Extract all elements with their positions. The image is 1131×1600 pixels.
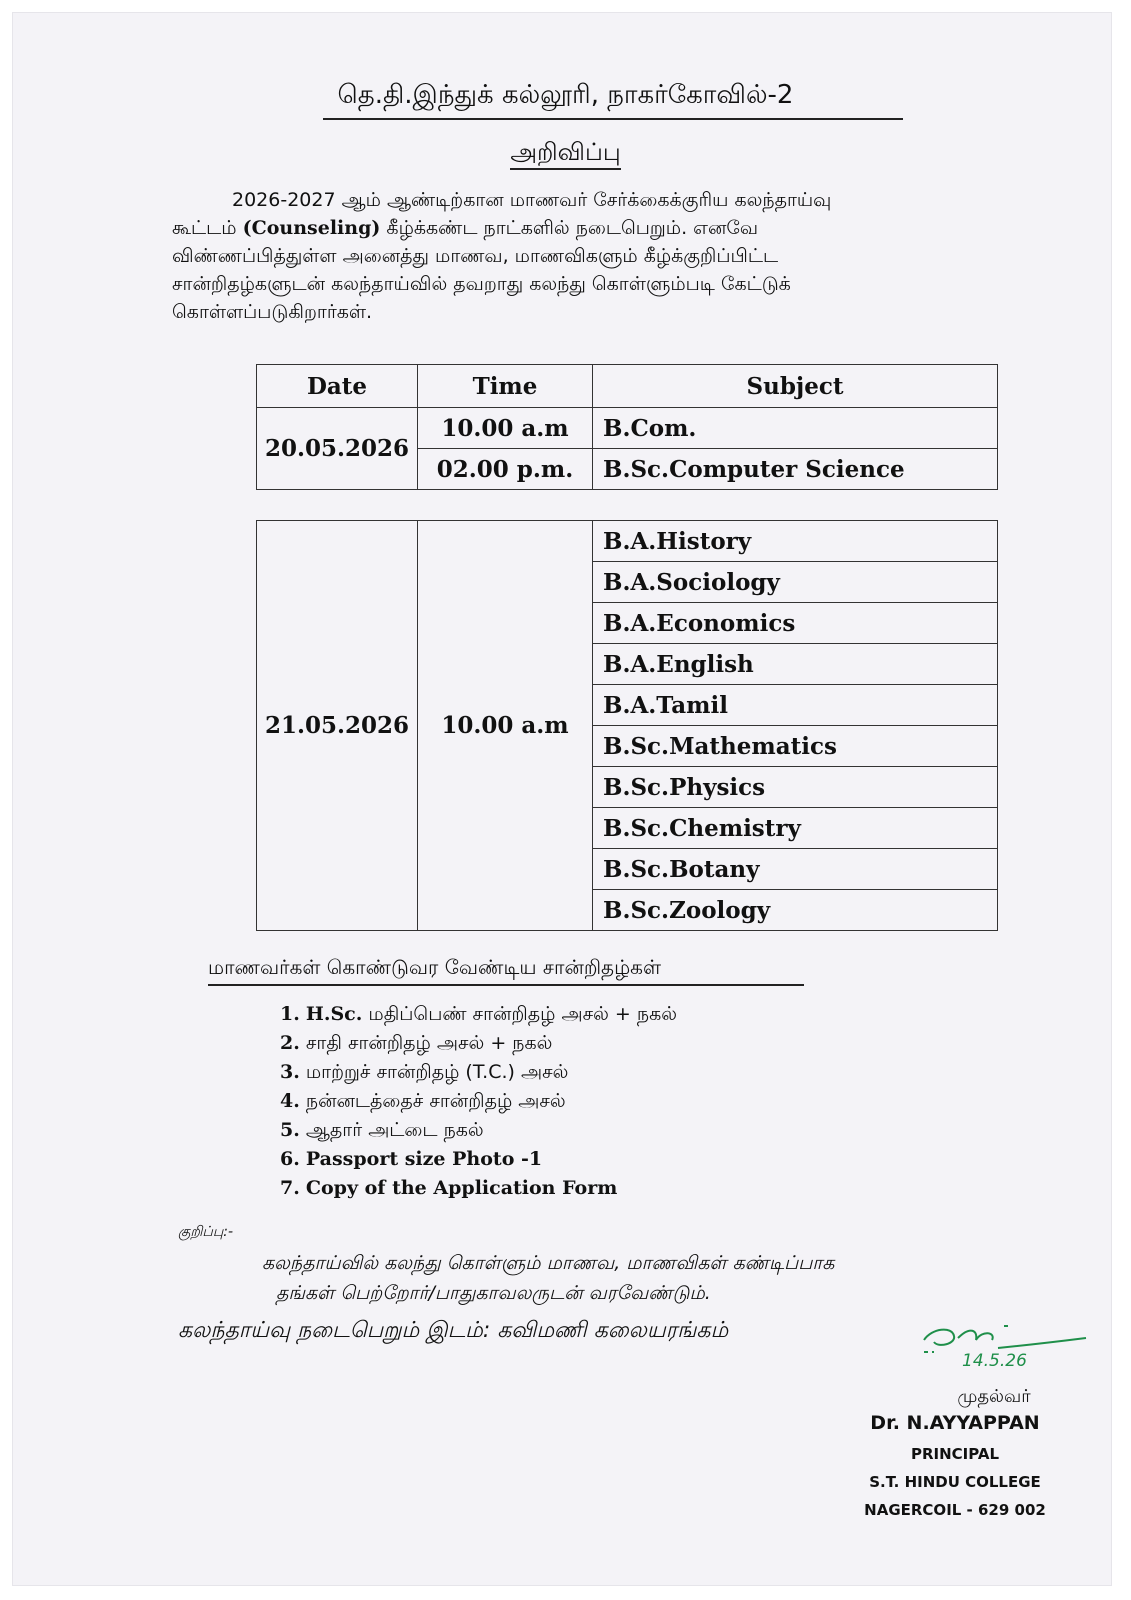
- item-text: மதிப்பெண் சான்றிதழ் அசல் + நகல்: [362, 1003, 677, 1025]
- item-text: ஆதார் அட்டை நகல்: [305, 1119, 484, 1141]
- notice-heading: [0, 138, 1131, 169]
- subject-cell: B.Sc.Computer Science: [593, 449, 998, 490]
- list-item: [280, 1174, 677, 1203]
- list-item: [280, 1116, 677, 1145]
- subject-cell: B.Sc.Physics: [593, 767, 998, 808]
- header-time: Time: [418, 365, 593, 408]
- para-line-4: சான்றிதழ்களுடன் கலந்தாய்வில் தவறாது கலந்து கொள்ளும்படி கேட்டுக்: [172, 273, 791, 295]
- item-number: 3.: [280, 1061, 300, 1083]
- note-text: [262, 1248, 834, 1308]
- header-date: Date: [257, 365, 418, 408]
- signature-mark: [918, 1322, 1110, 1388]
- subject-cell: B.A.History: [593, 521, 998, 562]
- note-label: குறிப்பு:-: [178, 1224, 234, 1240]
- note-line-2: தங்கள் பெற்றோர்/பாதுகாவலருடன் வரவேண்டும்.: [276, 1282, 711, 1304]
- subject-cell: B.A.Sociology: [593, 562, 998, 603]
- principal-name: Dr. N.AYYAPPAN: [870, 1412, 1040, 1434]
- date-cell: 21.05.2026: [257, 521, 418, 931]
- note-line-1: கலந்தாய்வில் கலந்து கொள்ளும் மாணவ, மாணவிகள் கண்டிப்பாக: [262, 1252, 835, 1274]
- table-row: [257, 408, 998, 449]
- schedule-table-day1: [256, 364, 998, 490]
- counseling-term: (Counseling): [242, 217, 381, 239]
- subject-cell: B.Sc.Botany: [593, 849, 998, 890]
- table-header-row: [257, 365, 998, 408]
- subject-cell: B.Sc.Mathematics: [593, 726, 998, 767]
- schedule-table-day2: [256, 520, 998, 931]
- notice-title: அறிவிப்பு: [510, 138, 620, 170]
- intro-paragraph: [172, 186, 1052, 326]
- item-bold-text: Passport size Photo -1: [305, 1148, 543, 1170]
- para-line-5: கொள்ளப்படுகிறார்கள்.: [172, 301, 373, 323]
- documents-list: [280, 1000, 677, 1203]
- time-cell: 02.00 p.m.: [418, 449, 593, 490]
- subject-cell: B.Sc.Zoology: [593, 890, 998, 931]
- subject-cell: B.Com.: [593, 408, 998, 449]
- item-number: 7.: [280, 1177, 300, 1199]
- item-number: 5.: [280, 1119, 300, 1141]
- item-bold-text: Copy of the Application Form: [305, 1177, 618, 1199]
- principal-title: PRINCIPAL: [910, 1445, 1000, 1463]
- item-number: 1.: [280, 1003, 300, 1025]
- item-number: 6.: [280, 1148, 300, 1170]
- principal-role-tamil: முதல்வர்: [957, 1386, 1031, 1407]
- item-text: சாதி சான்றிதழ் அசல் + நகல்: [305, 1032, 553, 1054]
- list-item: [280, 1029, 677, 1058]
- venue-text: கலந்தாய்வு நடைபெறும் இடம்: கவிமணி கலையரங்கம்: [178, 1318, 729, 1343]
- documents-heading: மாணவர்கள் கொண்டுவர வேண்டிய சான்றிதழ்கள்: [208, 955, 662, 979]
- subject-cell: B.Sc.Chemistry: [593, 808, 998, 849]
- time-cell: 10.00 a.m: [418, 521, 593, 931]
- table-row: [257, 521, 998, 562]
- date-cell: 20.05.2026: [257, 408, 418, 490]
- documents-heading-underline: [208, 984, 804, 986]
- college-address: NAGERCOIL - 629 002: [864, 1501, 1046, 1519]
- para-line-2: [172, 214, 1052, 242]
- signature-date: 14.5.26: [962, 1351, 1027, 1371]
- subject-cell: B.A.English: [593, 644, 998, 685]
- subject-cell: B.A.Tamil: [593, 685, 998, 726]
- header-subject: Subject: [593, 365, 998, 408]
- list-item: [280, 1000, 677, 1029]
- time-cell: 10.00 a.m: [418, 408, 593, 449]
- list-item: [280, 1087, 677, 1116]
- item-number: 4.: [280, 1090, 300, 1112]
- college-title: தெ.தி.இந்துக் கல்லூரி, நாகர்கோவில்-2: [337, 80, 794, 110]
- subject-cell: B.A.Economics: [593, 603, 998, 644]
- title-underline: [323, 118, 903, 120]
- para-line-3: விண்ணப்பித்துள்ள அனைத்து மாணவ, மாணவிகளும் கீழ்க்குறிப்பிட்ட: [172, 245, 779, 267]
- para-line-2-end: கீழ்க்கண்ட நாட்களில் நடைபெறும். எனவே: [380, 217, 759, 239]
- item-text: நன்னடத்தைச் சான்றிதழ் அசல்: [305, 1090, 566, 1112]
- para-line-1: 2026-2027 ஆம் ஆண்டிற்கான மாணவர் சேர்க்கைக்குரிய கலந்தாய்வு: [232, 189, 832, 211]
- list-item: [280, 1058, 677, 1087]
- list-item: [280, 1145, 677, 1174]
- item-bold-text: H.Sc.: [305, 1003, 363, 1025]
- college-name: S.T. HINDU COLLEGE: [869, 1473, 1041, 1491]
- principal-details: [842, 1440, 1068, 1524]
- item-number: 2.: [280, 1032, 300, 1054]
- para-line-2-start: கூட்டம்: [172, 217, 243, 239]
- item-text: மாற்றுச் சான்றிதழ் (T.C.) அசல்: [305, 1061, 569, 1083]
